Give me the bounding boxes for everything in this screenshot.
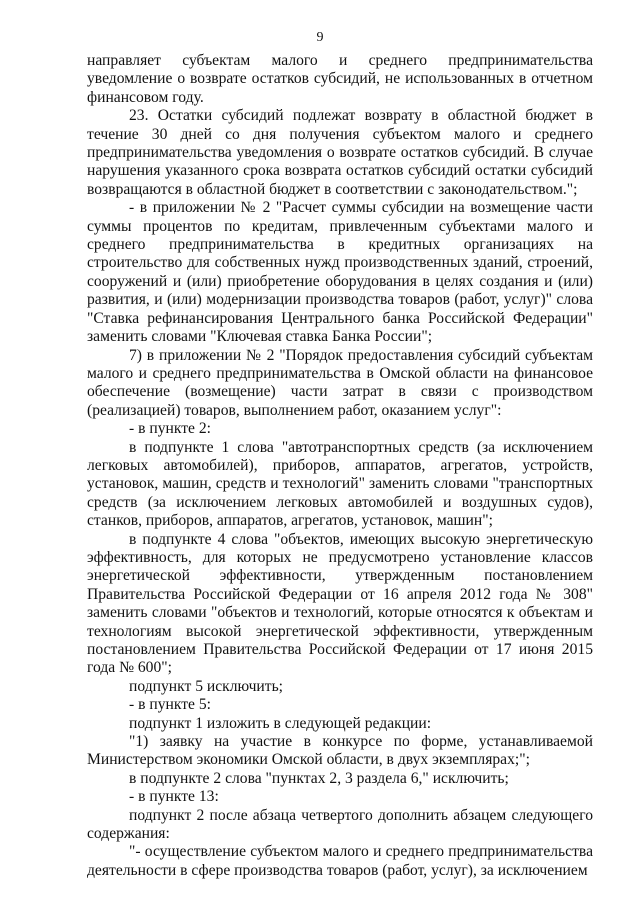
paragraph-subpoint-1-new-edition: подпункт 1 изложить в следующей редакции: [129,714,432,732]
paragraph-subpoint-2-supplement: подпункт 2 после абзаца четвертого дополнить абзацем следующего содержания: [87,806,593,843]
paragraph-point-13-heading: - в пункте 13: [129,788,219,806]
paragraph-point-2-heading: - в пункте 2: [129,420,211,438]
paragraph-appendix-2-calculation: - в приложении № 2 "Расчет суммы субсидии на возмещение части суммы процентов по кредитам, привлеченным субъектами малого и среднего предпринимательства в кредитных организациях на строительство для собственных нужд производственных зданий, строений, сооружений и (или) приобретение оборудования в целях создания и (или) развития, и (или) модернизации производства товаров (работ, услуг)" слова "Ставка рефинансирования Центрального банка Российской Федерации" заменить словами "Ключевая ставка Банка России"; [87,199,593,346]
paragraph-activity-quote: "- осуществление субъектом малого и среднего предпринимательства деятельности в сфере производства товаров (работ, услуг), за исключением [87,843,593,879]
paragraph-continuation: направляет субъектам малого и среднего предпринимательства уведомление о возврате остатков субсидий, не использованных в отчетном финансовом году. [87,52,593,106]
paragraph-item-7: 7) в приложении № 2 "Порядок предоставления субсидий субъектам малого и среднего предпринимательства в Омской области на финансовое обеспечение (возмещение) части затрат в связи с производством (реализацией) товаров, выполнением работ, оказанием услуг": [87,346,593,419]
paragraph-subpoint-1: в подпункте 1 слова "автотранспортных средств (за исключением легковых автомобилей), приборов, аппаратов, агрегатов, устройств, установок, машин, средств и технологий" заменить словами "транспортных средств (за исключением легковых автомобилей и воздушных судов), станков, приборов, аппаратов, агрегатов, установок, машин"; [87,438,593,530]
page-number: 9 [316,30,324,45]
paragraph-item-23: 23. Остатки субсидий подлежат возврату в областной бюджет в течение 30 дней со дня получения субъектом малого и среднего предпринимательства уведомления о возврате остатков субсидий. В случае нарушения указанного срока возврата остатков субсидий остатки субсидий возвращаются в областной бюджет в соответствии с законодательством."; [87,107,593,198]
paragraph-subpoint-4: в подпункте 4 слова "объектов, имеющих высокую энергетическую эффективность, для которых не предусмотрено установление классов энергетической эффективности, утвержденным постановлением Правительства Российской Федерации от 16 апреля 2012 года № 308" заменить словами "объектов и технологий, которые относятся к объектам и технологиям высокой энергетической эффективности, утвержденным постановлением Правительства Российской Федерации от 17 июня 2015 года № 600"; [87,530,593,677]
paragraph-subpoint-2-delete-words: в подпункте 2 слова "пунктах 2, 3 раздела 6," исключить; [129,769,509,787]
paragraph-subpoint-5-delete: подпункт 5 исключить; [129,677,284,695]
document-body [87,52,593,880]
paragraph-application-quote: "1) заявку на участие в конкурсе по форме, устанавливаемой Министерством экономики Омской области, в двух экземплярах;"; [87,733,593,769]
paragraph-point-5-heading: - в пункте 5: [129,696,211,714]
